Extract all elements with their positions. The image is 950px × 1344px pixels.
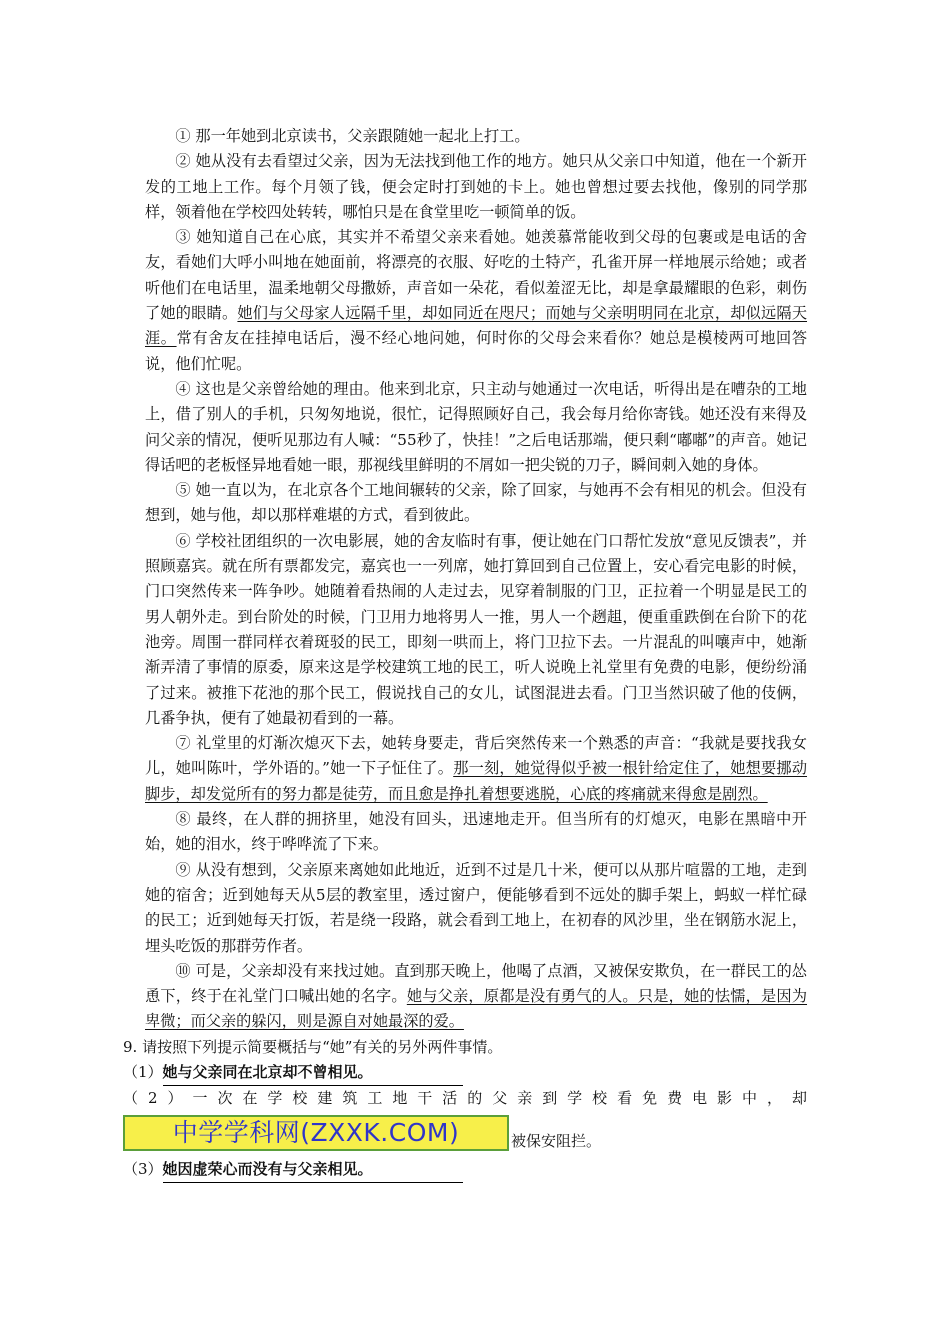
paragraph-9: ⑨ 从没有想到，父亲原来离她如此地近，近到不过是几十米，便可以从那片喧嚣的工地，走到她的宿舍；近到她每天从5层的教室里，透过窗户，便能够看到不远处的脚手架上，蚂蚁一样忙碌的民工；近到她每天打饭，若是绕一段路，就会看到工地上，在初春的风沙里，坐在钢筋水泥上，埋头吃饭的那群劳作者。 (145, 860, 807, 955)
paragraph-3-underlined: 她们与父母家人远隔千里，却如同近在咫尺；而她与父亲明明同在北京，却似远隔天涯。 (145, 304, 808, 348)
paragraph-4: ④ 这也是父亲曾给她的理由。他来到北京，只主动与她通过一次电话，听得出是在嘈杂的工地上，借了别人的手机，只匆匆地说，很忙，记得照顾好自己，我会每月给你寄钱。她还没有来得及问父亲的情况，便听见那边有人喊：“55秒了，快挂！”之后电话那端，便只剩“嘟嘟”的声音。她记得话吧的老板怪异地看她一眼，那视线里鲜明的不屑如一把尖锐的刀子，瞬间刺入她的身体。 (145, 379, 807, 474)
answer-1-label: （1） (123, 1062, 163, 1081)
answer-3 (123, 1157, 807, 1183)
paragraph-6: ⑥ 学校社团组织的一次电影展，她的舍友临时有事，便让她在门口帮忙发放“意见反馈表”，并照顾嘉宾。就在所有票都发完，嘉宾也一一列席，她打算回到自己位置上，安心看完电影的时候，门口突然传来一阵争吵。她随着看热闹的人走过去，见穿着制服的门卫，正拉着一个明显是民工的男人朝外走。到台阶处的时候，门卫用力地将男人一推，男人一个趔趄，便重重跌倒在台阶下的花池旁。周围一群同样衣着斑驳的民工，即刻一哄而上，将门卫拉下去。一片混乱的叫嚷声中，她渐渐弄清了事情的原委，原来这是学校建筑工地的民工，听人说晚上礼堂里有免费的电影，便纷纷涌了过来。被推下花池的那个民工，假说找自己的女儿，试图混进去看。门卫当然识破了他的伎俩，几番争执，便有了她最初看到的一幕。 (145, 531, 807, 727)
paragraph-3-text-a: ③ 她知道自己在心底，其实并不希望父亲来看她。她羡慕常能收到父母的包裹或是电话的舍友，看她们大呼小叫地在她面前，将漂亮的衣服、好吃的土特产，孔雀开屏一样地展示给她；或者听他们在电话里，温柔地朝父母撒娇，声音如一朵花，看似羞涩无比，却是拿最耀眼的色彩，刺伤了她的眼睛。 (145, 228, 807, 323)
paragraph-5: ⑤ 她一直以为，在北京各个工地间辗转的父亲，除了回家，与她再不会有相见的机会。但没有想到，她与他，却以那样难堪的方式，看到彼此。 (145, 481, 807, 525)
paragraph-10-text-a: ⑩ 可是，父亲却没有来找过她。直到那天晚上，他喝了点酒，又被保安欺负，在一群民工的怂恿下，终于在礼堂门口喊出她的名字。 (145, 961, 807, 1006)
answer-3-label: （3） (123, 1159, 163, 1178)
paragraph-7-text-a: ⑦ 礼堂里的灯渐次熄灭下去，她转身要走，背后突然传来一个熟悉的声音：“我就是要找我女儿，她叫陈叶，学外语的。”她一下子怔住了。 (145, 734, 807, 778)
paragraph-10-underlined: 她与父亲，原都是没有勇气的人。只是，她的怯懦，是因为卑微；而父亲的躲闪，则是源自对她最深的爱。 (145, 987, 808, 1031)
answer-2-tail: 被保安阻拦。 (511, 1131, 602, 1150)
watermark-row (123, 1111, 807, 1157)
paragraph-7-underlined: 那一刻，她觉得似乎被一根针给定住了，她想要挪动脚步，却发觉所有的努力都是徒劳，而且愈是挣扎着想要逃脱，心底的疼痛就来得愈是剧烈。 (145, 759, 808, 803)
answer-1 (123, 1060, 807, 1086)
paragraph-3 (145, 225, 807, 377)
paragraph-1: ① 那一年她到北京读书，父亲跟随她一起北上打工。 (175, 127, 530, 145)
watermark-logo: 中学学科网(ZXXK.COM) (123, 1115, 509, 1151)
answer-1-text: 她与父亲同在北京却不曾相见。 (163, 1060, 463, 1086)
paragraph-2: ② 她从没有去看望过父亲，因为无法找到他工作的地方。她只从父亲口中知道，他在一个新开发的工地上工作。每个月领了钱，便会定时打到她的卡上。她也曾想过要去找他，像别的同学那样，领着他在学校四处转转，哪怕只是在食堂里吃一顿简单的饭。 (145, 152, 807, 221)
paragraph-3-text-b: 常有舍友在挂掉电话后，漫不经心地问她，何时你的父母会来看你？她总是模棱两可地回答说，他们忙呢。 (145, 329, 808, 373)
answer-2: （2）一次在学校建筑工地干活的父亲到学校看免费电影中，却 (123, 1088, 807, 1107)
paragraph-10 (145, 959, 807, 1035)
paragraph-8: ⑧ 最终，在人群的拥挤里，她没有回头，迅速地走开。但当所有的灯熄灭，电影在黑暗中开始，她的泪水，终于哗哗流了下来。 (145, 810, 807, 854)
document-page (123, 124, 808, 1183)
paragraph-7 (145, 731, 807, 807)
answer-3-text: 她因虚荣心而没有与父亲相见。 (163, 1157, 463, 1183)
question-9: 9. 请按照下列提示简要概括与“她”有关的另外两件事情。 (123, 1037, 503, 1056)
